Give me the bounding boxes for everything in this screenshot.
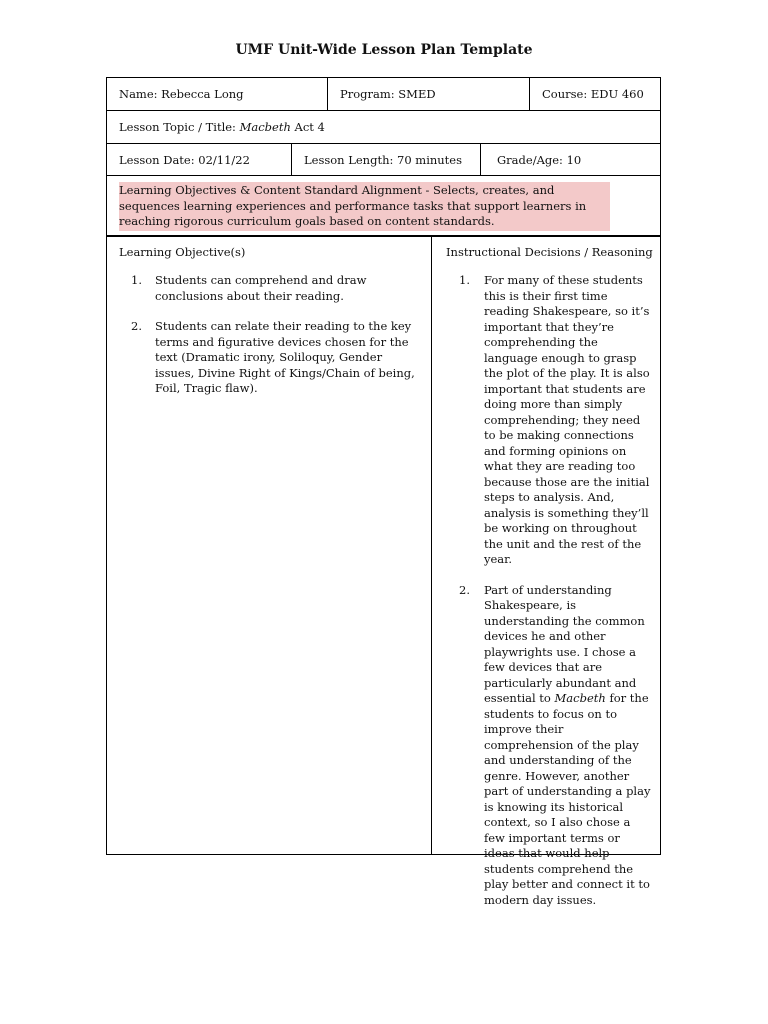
objectives-list	[119, 273, 419, 397]
list-text: Students can relate their reading to the key terms and figurative devices chosen for the text (Dramatic irony, Soliloquy, Gender issues, Divine Right of Kings/Chain of being, Foil, Tragic flaw).	[155, 319, 415, 395]
list-text-part: for the students to focus on to improve their comprehension of the play and understanding of the genre. However, another part of understanding a play is knowing its historical context, so I also chose a few important terms or ideas that would help students comprehend the play better and connect it to modern day issues.	[484, 691, 655, 907]
reasoning-list	[446, 273, 654, 908]
reasoning-heading: Instructional Decisions / Reasoning	[446, 245, 653, 259]
alignment-cell	[107, 176, 660, 235]
date-cell: Lesson Date: 02/11/22	[119, 152, 250, 167]
topic-suffix: Act 4	[290, 120, 325, 134]
topic-cell	[107, 111, 660, 143]
list-text: Students can comprehend and draw conclusions about their reading.	[155, 273, 367, 303]
alignment-row	[107, 176, 660, 237]
grade-cell: Grade/Age: 10	[480, 144, 660, 175]
list-item	[446, 583, 654, 909]
list-item	[446, 273, 654, 568]
topic-title-italic: Macbeth	[239, 120, 291, 134]
program-cell: Program: SMED	[327, 78, 529, 110]
document-title: UMF Unit-Wide Lesson Plan Template	[235, 42, 533, 58]
topic-label: Lesson Topic / Title:	[119, 120, 240, 134]
list-text: For many of these students this is their first time reading Shakespeare, so it’s important that they’re comprehending the language enough to grasp the plot of the play. It is also important that students are doing more than simply comprehending; they need to be making connections and forming opinions on what they are reading too because those are the initial steps to analysis. And, analysis is something they’ll be working on throughout the unit and the rest of the year.	[484, 273, 650, 566]
list-item	[119, 319, 419, 397]
list-text-part: Part of understanding Shakespeare, is understanding the common devices he and other playwrights use. I chose a few devices that are particularly abundant and essential to	[484, 582, 645, 705]
list-text-italic: Macbeth	[554, 691, 606, 705]
objectives-heading: Learning Objective(s)	[119, 245, 246, 259]
objectives-row	[107, 237, 660, 907]
reasoning-column	[431, 237, 660, 907]
lesson-plan-table	[106, 77, 661, 907]
alignment-text: Learning Objectives & Content Standard Alignment - Selects, creates, and sequences learning experiences and performance tasks that support learners in reaching rigorous curriculum goals based on content standards.	[119, 182, 610, 231]
length-cell: Lesson Length: 70 minutes	[291, 144, 480, 175]
list-number: 1.	[131, 273, 142, 287]
course-cell: Course: EDU 460	[529, 78, 660, 110]
topic-row	[107, 111, 660, 144]
list-item	[119, 273, 419, 304]
list-text	[484, 583, 654, 909]
name-cell: Name: Rebecca Long	[119, 87, 244, 101]
list-number: 2.	[131, 319, 142, 333]
header-row-1	[107, 78, 660, 111]
list-number: 1.	[459, 273, 470, 287]
header-row-3	[107, 144, 660, 176]
objectives-column	[107, 237, 431, 854]
list-number: 2.	[459, 582, 470, 597]
